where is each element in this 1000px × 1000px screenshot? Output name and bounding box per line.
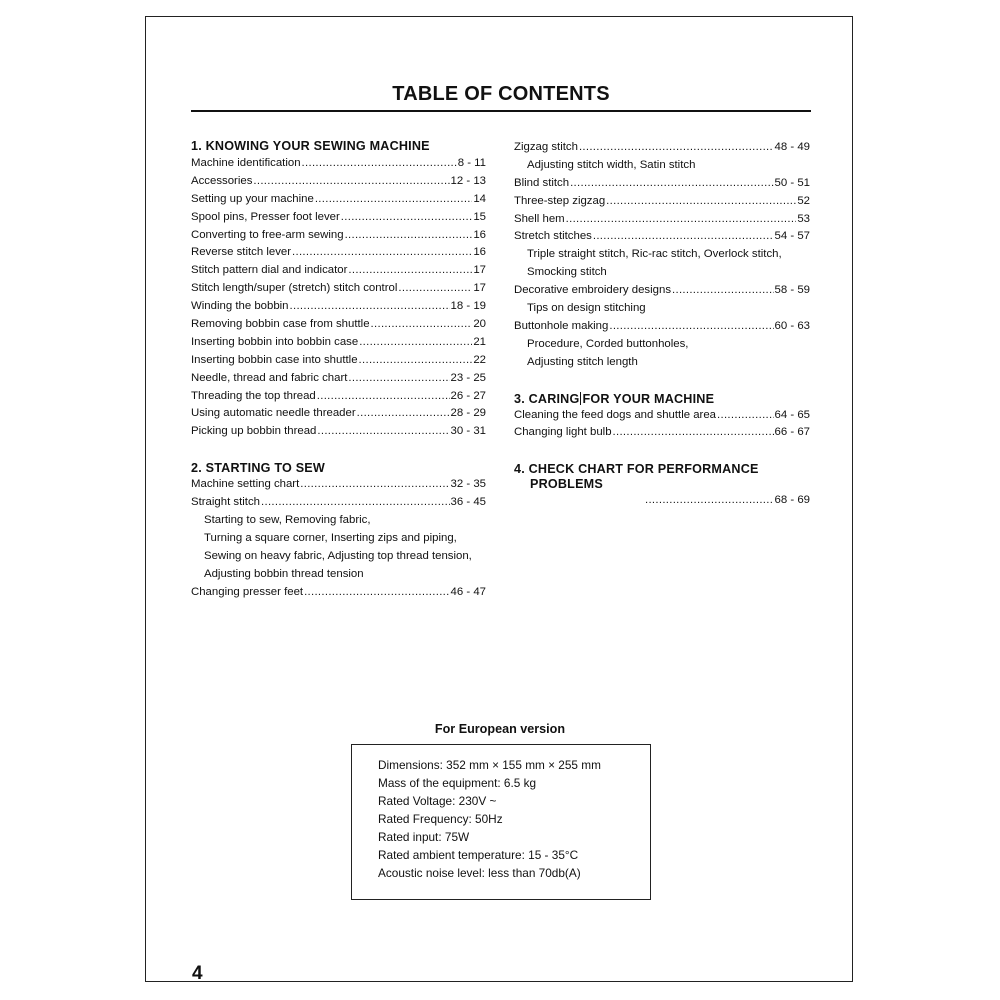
spec-line: Acoustic noise level: less than 70db(A) [378,866,581,880]
toc-entry: Winding the bobbin ..... 18 - 19 [191,298,486,316]
manual-page [145,16,853,982]
toc-entry: Inserting bobbin into bobbin case ..... 21 [191,334,486,352]
toc-entry: Shell hem ..... 53 [514,211,810,229]
toc-entry: Stitch pattern dial and indicator ..... 17 [191,262,486,280]
toc-entry: Cleaning the feed dogs and shuttle area ..... 64 - 65 [514,407,810,425]
spec-line: Rated input: 75W [378,830,470,844]
toc-subentry: Triple straight stitch, Ric-rac stitch, Overlock stitch, [527,248,782,261]
toc-subentry: Smocking stitch [527,266,607,279]
toc-entry: Threading the top thread ..... 26 - 27 [191,388,486,406]
toc-entry: Reverse stitch lever ..... 16 [191,244,486,262]
toc-entry: Converting to free-arm sewing ..... 16 [191,227,486,245]
toc-entry: Stretch stitches ..... 54 - 57 [514,228,810,246]
page-number: 4 [192,963,203,984]
toc-entry: Buttonhole making ..... 60 - 63 [514,318,810,336]
spec-line: Rated Voltage: 230V ~ [378,794,497,808]
toc-subentry: Turning a square corner, Inserting zips and piping, [204,531,457,544]
toc-subentry: Adjusting stitch width, Satin stitch [527,158,696,171]
toc-entry: Accessories ..... 12 - 13 [191,173,486,191]
toc-subentry: Adjusting stitch length [527,355,638,368]
spec-line: Rated ambient temperature: 15 - 35°C [378,848,579,862]
toc-subentry: Tips on design stitching [527,302,646,315]
toc-entry: Decorative embroidery designs ..... 58 - 59 [514,282,810,300]
toc-entry: Stitch length/super (stretch) stitch control ..... 17 [191,280,486,298]
toc-subentry: Sewing on heavy fabric, Adjusting top thread tension, [204,549,472,562]
toc-entry: Needle, thread and fabric chart ..... 23 - 25 [191,370,486,388]
toc-entry: Zigzag stitch ..... 48 - 49 [514,139,810,157]
toc-entry: Machine identification ..... 8 - 11 [191,155,486,173]
toc-entry: Picking up bobbin thread ..... 30 - 31 [191,423,486,441]
toc-entry: Removing bobbin case from shuttle ..... 20 [191,316,486,334]
spec-line: Mass of the equipment: 6.5 kg [378,776,537,790]
toc-entry: Machine setting chart ..... 32 - 35 [191,476,486,494]
toc-entry: Using automatic needle threader ..... 28 - 29 [191,405,486,423]
toc-entry: ..... 68 - 69 [514,492,810,510]
toc-entry: Changing presser feet ..... 46 - 47 [191,584,486,602]
toc-subentry: Adjusting bobbin thread tension [204,567,364,580]
toc-entry: Spool pins, Presser foot lever ..... 15 [191,209,486,227]
section-4-heading: 4. CHECK CHART FOR PERFORMANCE [514,462,759,477]
section-1-heading: 1. KNOWING YOUR SEWING MACHINE [191,139,430,153]
toc-entry: Setting up your machine ..... 14 [191,191,486,209]
spec-line: Dimensions: 352 mm × 155 mm × 255 mm [378,758,601,772]
european-version-title: For European version [434,722,566,736]
toc-entry: Inserting bobbin case into shuttle ..... 22 [191,352,486,370]
section-4-heading-line2: PROBLEMS [530,477,603,492]
toc-entry: Straight stitch ..... 36 - 45 [191,494,486,512]
section-3-heading: 3. CARING FOR YOUR MACHINE [514,391,715,406]
toc-entry: Changing light bulb ..... 66 - 67 [514,424,810,442]
european-spec-box [351,744,651,900]
toc-entry: Blind stitch ..... 50 - 51 [514,175,810,193]
section-2-heading: 2. STARTING TO SEW [191,461,325,476]
title-underline [191,110,811,112]
toc-left-column [191,139,486,601]
spec-line: Rated Frequency: 50Hz [378,812,503,826]
toc-subentry: Procedure, Corded buttonholes, [527,337,689,350]
page-title: TABLE OF CONTENTS [392,83,610,105]
toc-right-column [514,139,810,510]
toc-subentry: Starting to sew, Removing fabric, [204,514,371,527]
toc-entry: Three-step zigzag ..... 52 [514,193,810,211]
